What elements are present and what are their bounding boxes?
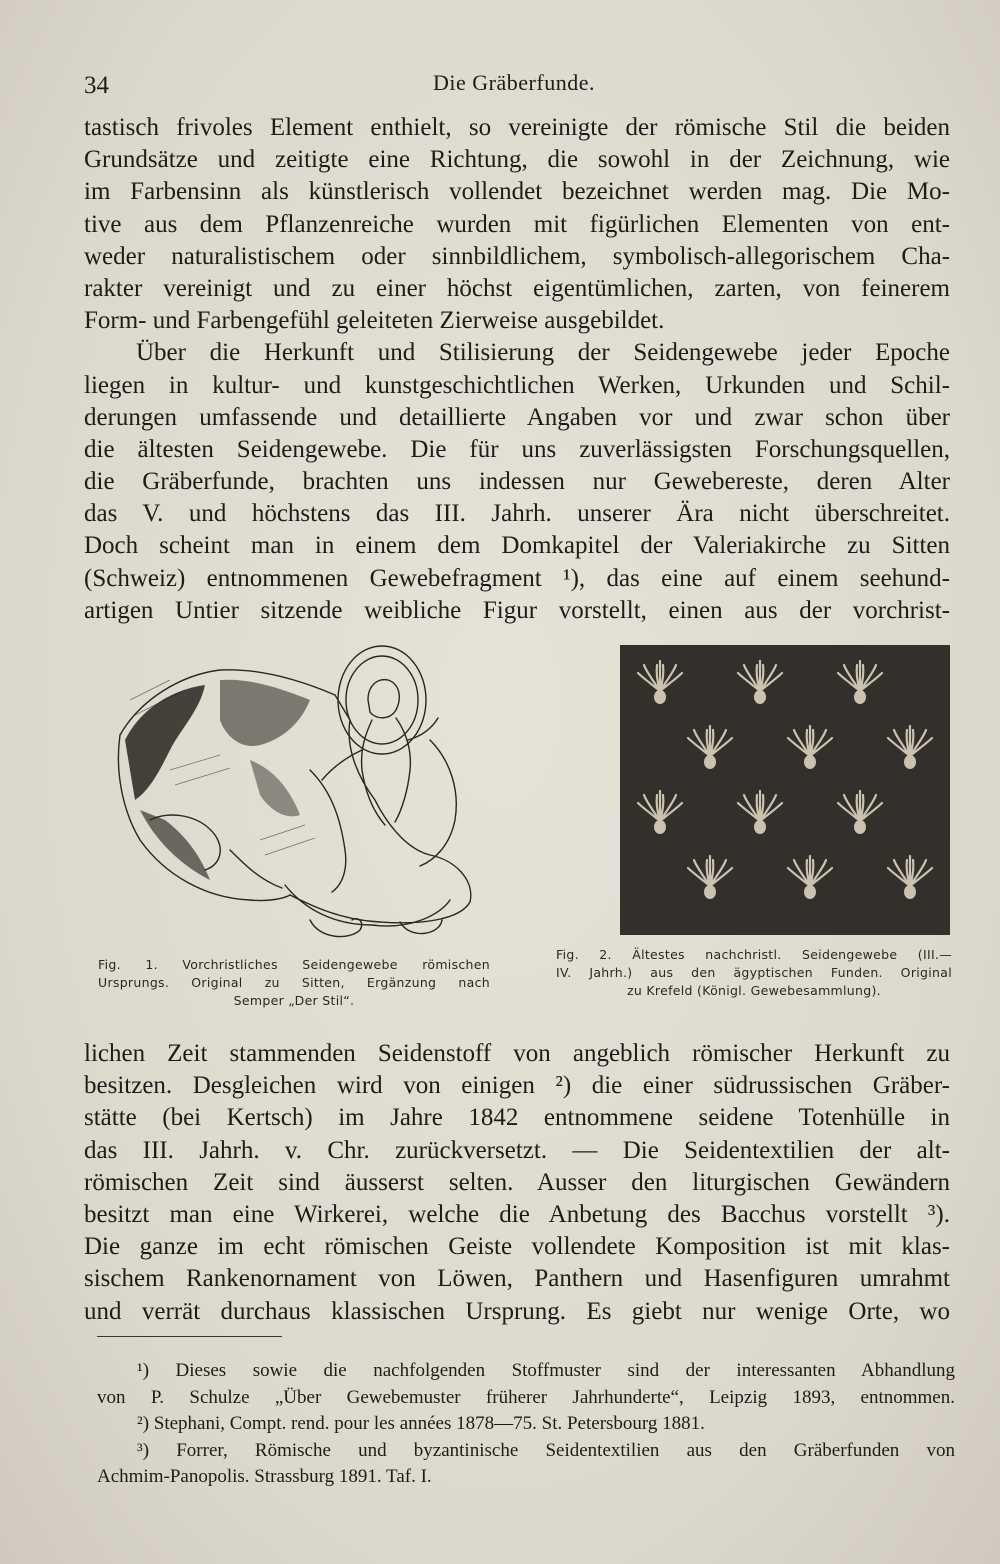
caption-line: Semper „Der Stil“.	[233, 993, 355, 1008]
caption-line: Fig. 1. Vorchristliches Seidengewebe römischen	[98, 957, 490, 972]
text-line: Grundsätze und zeitigte eine Richtung, die sowohl in der Zeichnung, wie	[84, 146, 950, 174]
text-line: Doch scheint man in einem dem Domkapitel der Valeriakirche zu Sitten	[84, 532, 950, 560]
caption-line: zu Krefeld (Königl. Gewebesammlung).	[627, 983, 881, 998]
text-line: die Gräberfunde, brachten uns indessen nur Gewebereste, deren Alter	[84, 468, 950, 496]
text-line: Form- und Farbengefühl geleiteten Zierweise ausgebildet.	[84, 307, 665, 335]
text-line: das III. Jahrh. v. Chr. zurückversetzt. — Die Seidentextilien der alt-	[84, 1136, 950, 1164]
figure-1-illustration	[110, 640, 490, 940]
figure-1-caption	[98, 956, 490, 1010]
text-line: tastisch frivoles Element enthielt, so vereinigte der römische Stil die beiden	[84, 114, 950, 141]
caption-line: Ursprungs. Original zu Sitten, Ergänzung nach	[98, 975, 490, 990]
page-number: 34	[84, 72, 109, 99]
footnote-line: ¹) Dieses sowie die nachfolgenden Stoffmuster sind der interessanten Abhandlung	[137, 1360, 955, 1381]
body-text-top	[84, 112, 950, 627]
text-line: und verrät durchaus klassischen Ursprung. Es giebt nur wenige Orte, wo	[84, 1297, 950, 1325]
text-line: besitzt man eine Wirkerei, welche die Anbetung des Bacchus vorstellt ³).	[84, 1200, 950, 1228]
footnote-separator	[97, 1336, 282, 1337]
footnotes	[97, 1358, 955, 1491]
text-line: Die ganze im echt römischen Geiste vollendete Komposition ist mit klas-	[84, 1233, 950, 1261]
text-line: (Schweiz) entnommenen Gewebefragment ¹), das eine auf einem seehund-	[84, 564, 950, 592]
text-line: Über die Herkunft und Stilisierung der Seidengewebe jeder Epoche	[136, 339, 950, 367]
page-header	[84, 62, 944, 102]
footnote-line: ³) Forrer, Römische und byzantinische Seidentextilien aus den Gräberfunden von	[137, 1439, 955, 1461]
text-line: die ältesten Seidengewebe. Die für uns zuverlässigsten Forschungsquellen,	[84, 435, 950, 463]
running-title: Die Gräberfunde.	[433, 70, 595, 95]
text-line: stätte (bei Kertsch) im Jahre 1842 entnommene seidene Totenhülle in	[84, 1104, 950, 1132]
text-line: derungen umfassende und detaillierte Angaben vor und zwar schon über	[84, 403, 950, 431]
figure-2-textile-photo	[620, 645, 950, 935]
text-line: das V. und höchstens das III. Jahrh. unserer Ära nicht überschreitet.	[84, 500, 950, 528]
figure-2-caption	[556, 946, 952, 1000]
text-line: artigen Untier sitzende weibliche Figur vorstellt, einen aus der vorchrist-	[84, 596, 950, 624]
footnote-line: von P. Schulze „Über Gewebemuster früherer Jahrhunderte“, Leipzig 1893, entnommen.	[97, 1386, 955, 1408]
body-text-bottom	[84, 1038, 950, 1328]
text-line: weder naturalistischem oder sinnbildlichem, symbolisch-allegorischem Cha-	[84, 242, 950, 270]
footnote-line: ²) Stephani, Compt. rend. pour les années 1878—75. St. Petersbourg 1881.	[137, 1413, 705, 1434]
text-line: rakter vereinigt und zu einer höchst eigentümlichen, zarten, von feinerem	[84, 274, 950, 302]
text-line: römischen Zeit sind äusserst selten. Ausser den liturgischen Gewändern	[84, 1168, 950, 1196]
text-line: tive aus dem Pflanzenreiche wurden mit figürlichen Elementen von ent-	[84, 210, 950, 238]
text-line: im Farbensinn als künstlerisch vollendet bezeichnet werden mag. Die Mo-	[84, 178, 950, 206]
text-line: lichen Zeit stammenden Seidenstoff von angeblich römischer Herkunft zu	[84, 1040, 950, 1067]
footnote-line: Achmim-Panopolis. Strassburg 1891. Taf. I.	[97, 1466, 432, 1487]
caption-line: Fig. 2. Ältestes nachchristl. Seidengewebe (III.—	[556, 947, 952, 962]
caption-line: IV. Jahrh.) aus den ägyptischen Funden. Original	[556, 965, 952, 980]
text-line: besitzen. Desgleichen wird von einigen ²) die einer südrussischen Gräber-	[84, 1072, 950, 1100]
text-line: liegen in kultur- und kunstgeschichtlichen Werken, Urkunden und Schil-	[84, 371, 950, 399]
text-line: sischem Rankenornament von Löwen, Panthern und Hasenfiguren umrahmt	[84, 1265, 950, 1293]
